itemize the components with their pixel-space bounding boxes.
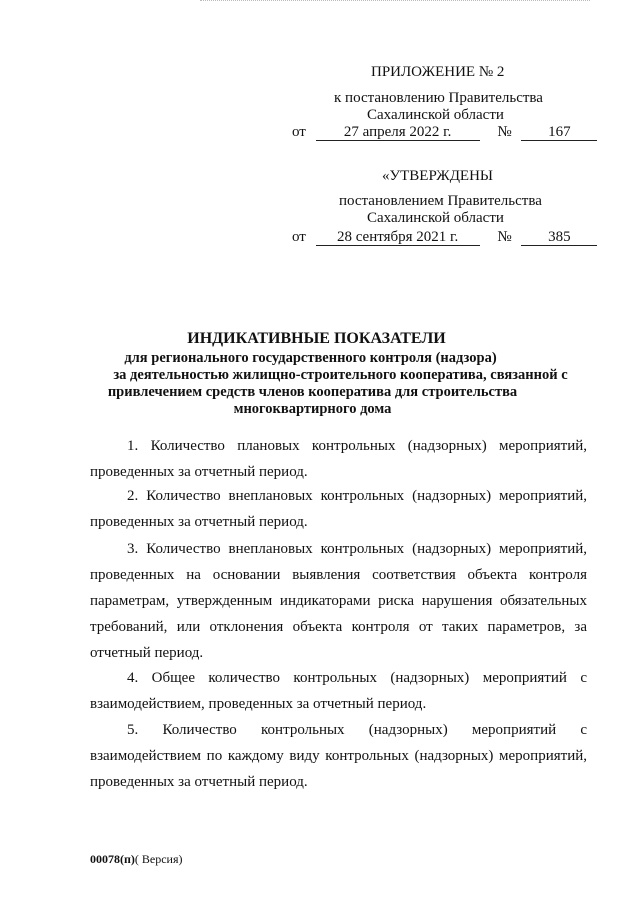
list-item: 5. Количество контрольных (надзорных) мероприятий с взаимодействием по каждому виду контрольных (надзорных) мероприятий, проведенных за отчетный период.: [90, 722, 587, 790]
approved-date: 28 сентября 2021 г.: [316, 229, 480, 246]
approved-title: «УТВЕРЖДЕНЫ: [382, 168, 494, 184]
heading-title: ИНДИКАТИВНЫЕ ПОКАЗАТЕЛИ: [187, 330, 446, 347]
approved-line2: Сахалинской области: [367, 210, 504, 226]
list-item: 4. Общее количество контрольных (надзорных) мероприятий с взаимодействием, проведенных за отчетный период.: [90, 670, 587, 712]
top-border-line: [200, 0, 590, 2]
heading-line4: привлечением средств членов кооператива для строительства: [107, 384, 518, 400]
footer-code-text: 00078(п): [90, 852, 135, 866]
footer-version: ( Версия): [134, 852, 183, 866]
appendix-num-label: №: [497, 124, 512, 140]
footer-code: [90, 852, 183, 867]
approved-number: 385: [521, 229, 597, 246]
approved-from-label: от: [292, 229, 306, 245]
heading-line2: для регионального государственного контроля (надзора): [124, 350, 497, 366]
list-item: 2. Количество внеплановых контрольных (надзорных) мероприятий, проведенных за отчетный период.: [90, 488, 587, 530]
list-item: 1. Количество плановых контрольных (надзорных) мероприятий, проведенных за отчетный период.: [90, 438, 587, 480]
appendix-date: 27 апреля 2022 г.: [316, 124, 480, 141]
appendix-number: 167: [521, 124, 597, 141]
appendix-line1: к постановлению Правительства: [334, 90, 543, 106]
appendix-title: ПРИЛОЖЕНИЕ № 2: [371, 64, 505, 80]
heading-line5: многоквартирного дома: [233, 401, 392, 417]
approved-line1: постановлением Правительства: [339, 193, 542, 209]
appendix-ref-row: [292, 124, 597, 141]
appendix-line2: Сахалинской области: [367, 107, 504, 123]
heading-line3: за деятельностью жилищно-строительного кооператива, связанной с: [113, 367, 568, 383]
list-item: 3. Количество внеплановых контрольных (надзорных) мероприятий, проведенных на основании выявления соответствия объекта контроля параметрам, утвержденным индикаторами риска нарушения обязательных требований, или отклонения объекта контроля от таких параметров, за отчетный период.: [90, 541, 587, 661]
appendix-from-label: от: [292, 124, 306, 140]
approved-ref-row: [292, 229, 597, 246]
approved-num-label: №: [497, 229, 512, 245]
